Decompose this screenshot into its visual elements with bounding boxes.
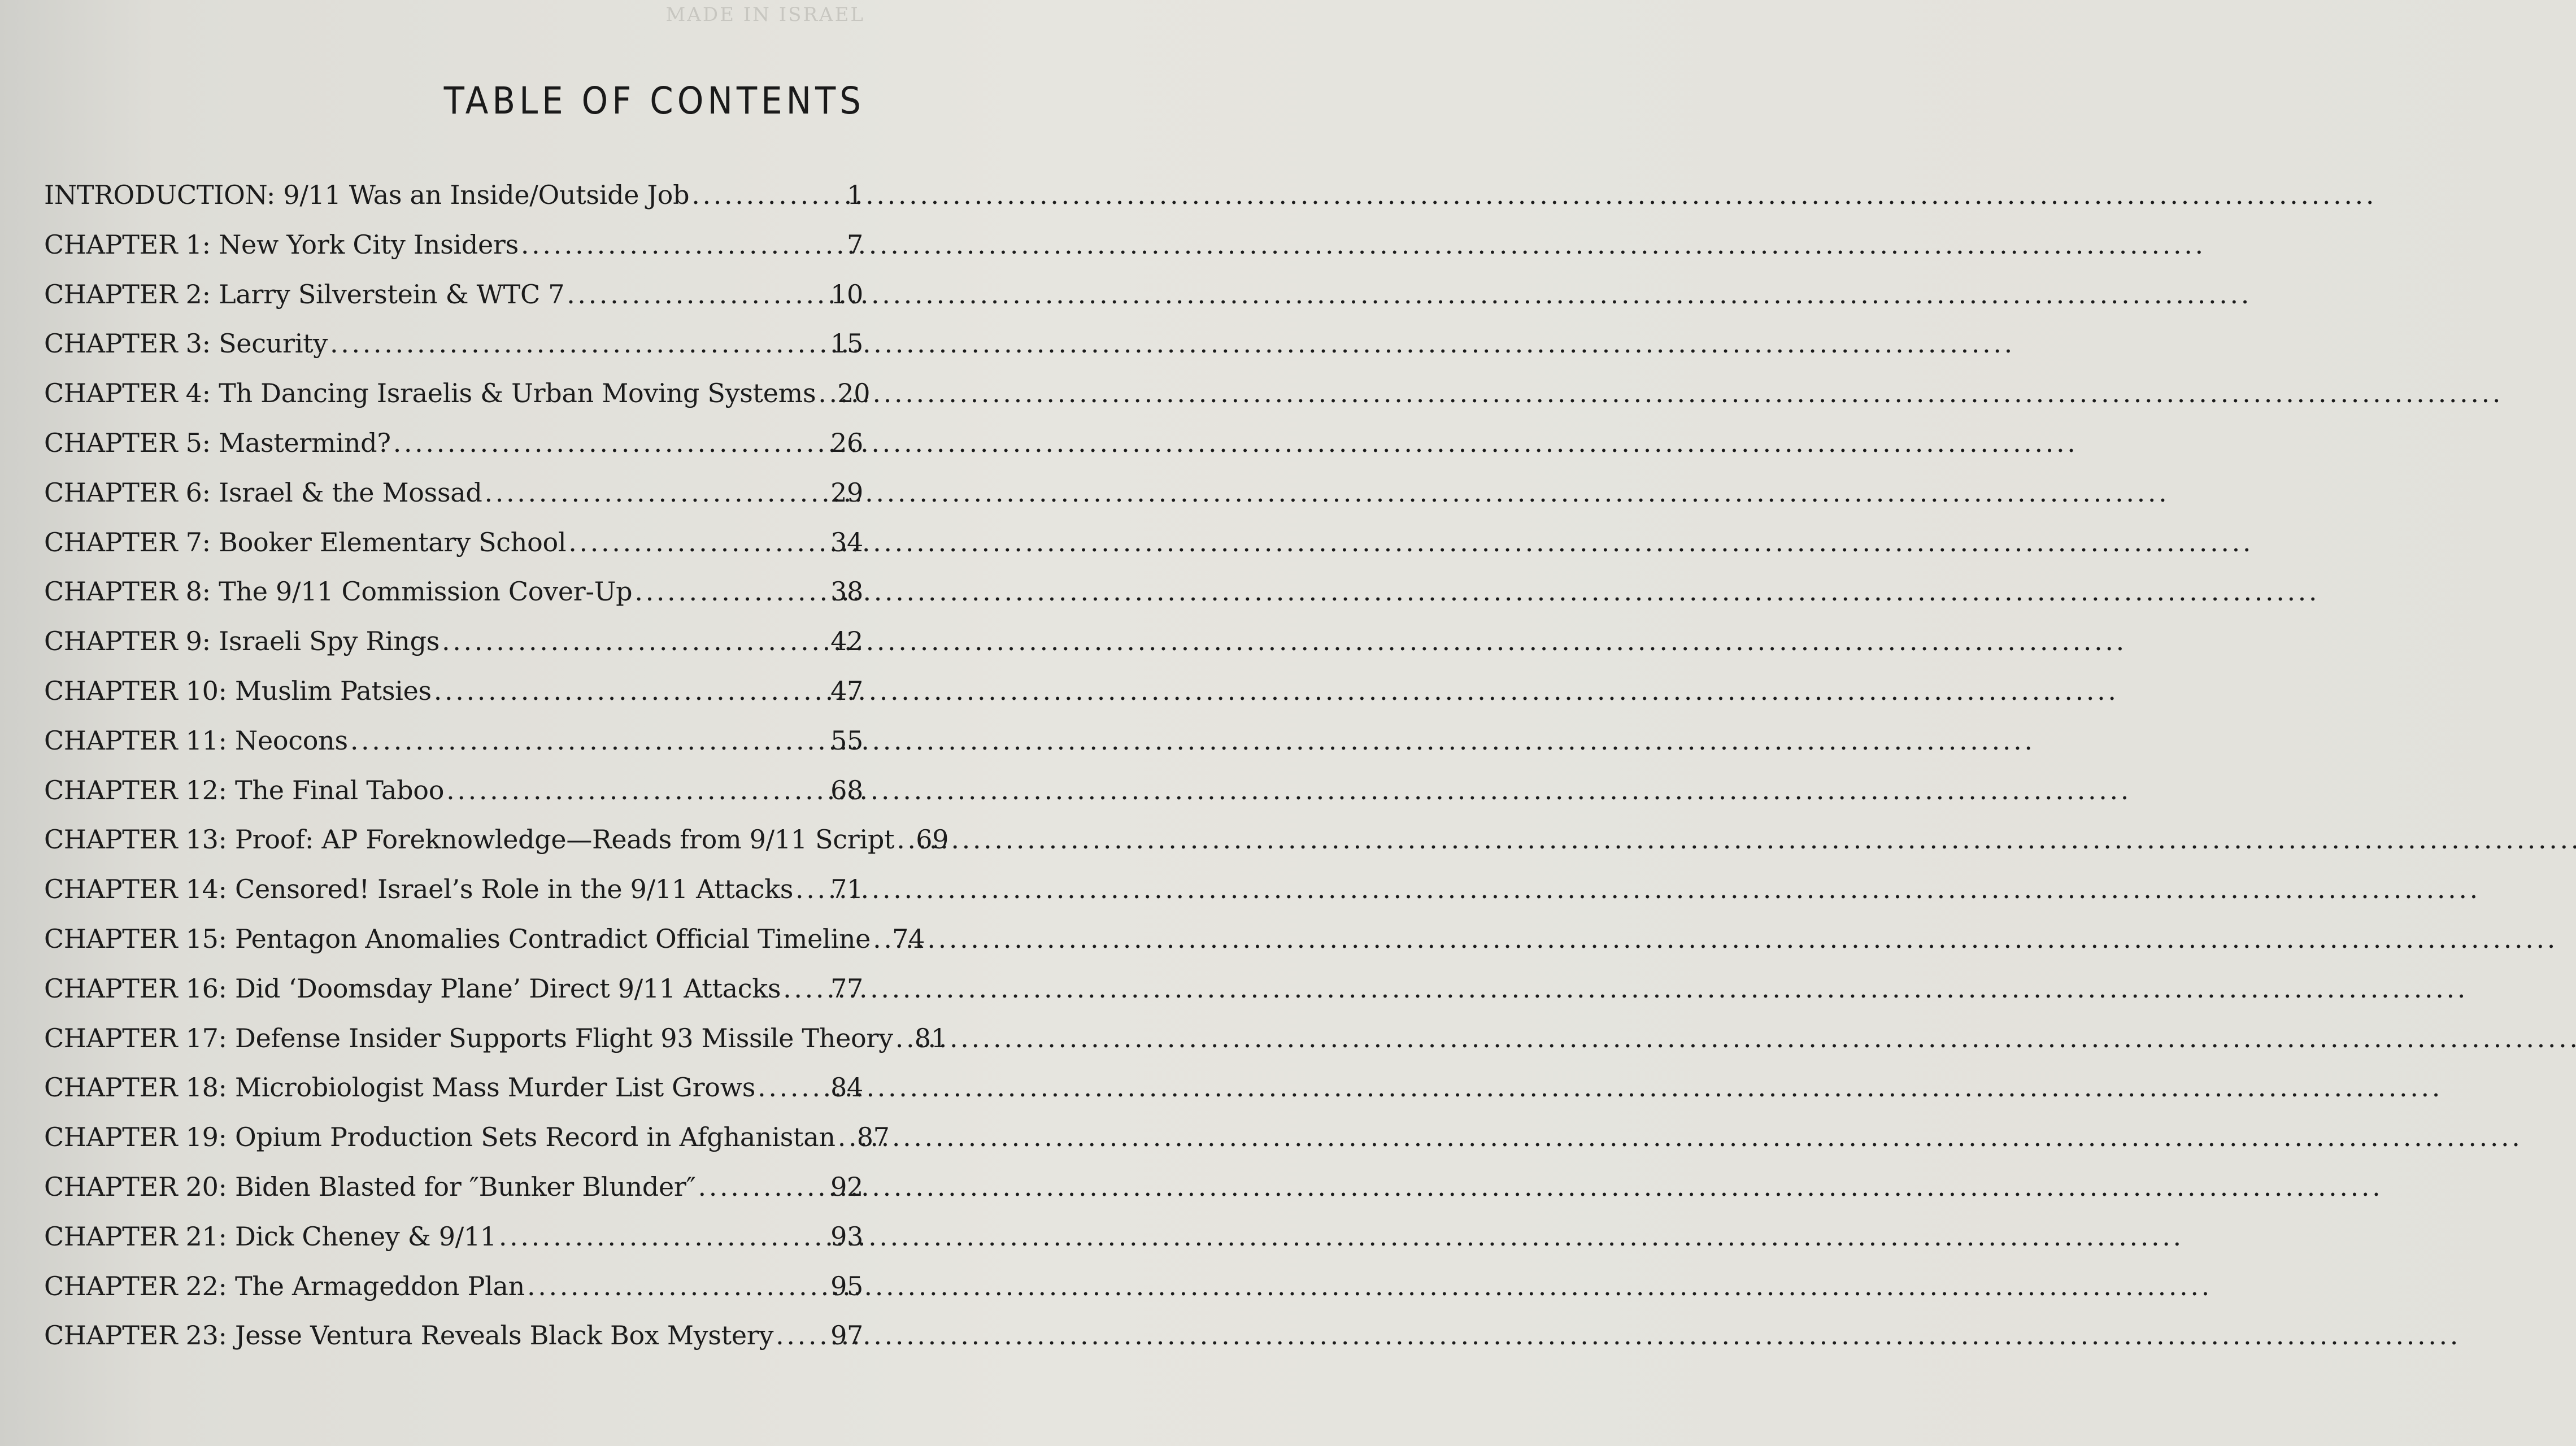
toc-entry-page: 95: [830, 1270, 863, 1301]
toc-entry[interactable]: [44, 1320, 863, 1370]
toc-entry-label: CHAPTER 2: Larry Silverstein & WTC 7: [44, 278, 565, 310]
toc-entry-label: CHAPTER 6: Israel & the Mossad: [44, 477, 482, 508]
toc-entry[interactable]: [44, 279, 863, 329]
toc-entry-label: CHAPTER 9: Israeli Spy Rings: [44, 626, 440, 657]
toc-entry-label: CHAPTER 17: Defense Insider Supports Flight 93 Missile Theory: [44, 1022, 893, 1053]
toc-entry[interactable]: [44, 180, 863, 229]
toc-entry-label: CHAPTER 22: The Armageddon Plan: [44, 1270, 525, 1301]
toc-entry-label: CHAPTER 5: Mastermind?: [44, 427, 391, 458]
dot-leader: [446, 775, 828, 805]
toc-entry[interactable]: [44, 824, 949, 874]
toc-entry[interactable]: [44, 477, 863, 527]
toc-entry[interactable]: [44, 576, 863, 626]
toc-entry-page: 68: [830, 774, 863, 805]
toc-entry-label: CHAPTER 16: Did ‘Doomsday Plane’ Direct 9/11 Attacks: [44, 973, 781, 1004]
toc-entry-page: 69: [916, 824, 949, 855]
toc-entry-page: 97: [830, 1320, 863, 1351]
dot-leader: [527, 1271, 828, 1301]
toc-entry-label: CHAPTER 12: The Final Taboo: [44, 774, 445, 805]
toc-entry-page: 87: [856, 1122, 890, 1153]
toc-entry-label: CHAPTER 4: Th Dancing Israelis & Urban Moving Systems: [44, 378, 816, 409]
dot-leader: [634, 576, 828, 607]
toc-entry-page: 84: [830, 1072, 863, 1103]
toc-entry[interactable]: [44, 1022, 947, 1073]
toc-entry[interactable]: [44, 973, 863, 1023]
dot-leader: [698, 1171, 829, 1202]
toc-entry-page: 42: [830, 626, 863, 657]
toc-entry[interactable]: [44, 1221, 863, 1271]
dot-leader: [895, 1023, 912, 1053]
toc-entry[interactable]: [44, 1171, 863, 1221]
toc-entry-label: CHAPTER 20: Biden Blasted for ″Bunker Blunder″: [44, 1171, 696, 1202]
dot-leader: [434, 676, 828, 706]
dot-leader: [568, 527, 828, 558]
toc-entry-page: 29: [830, 477, 863, 508]
dot-leader: [783, 973, 828, 1004]
dot-leader: [758, 1072, 828, 1103]
dot-leader: [567, 279, 828, 310]
toc-entry[interactable]: [44, 775, 863, 825]
toc-list: [44, 180, 949, 1370]
toc-entry[interactable]: [44, 229, 863, 279]
toc-entry[interactable]: [44, 1271, 863, 1321]
page-title: TABLE OF CONTENTS: [443, 79, 865, 123]
toc-entry-page: 92: [830, 1171, 863, 1202]
toc-entry[interactable]: [44, 676, 863, 725]
toc-entry-page: 71: [830, 874, 863, 905]
toc-entry-label: CHAPTER 23: Jesse Ventura Reveals Black Box Mystery: [44, 1320, 774, 1351]
toc-entry[interactable]: [44, 428, 863, 477]
toc-entry-page: 15: [830, 328, 863, 359]
dot-leader: [485, 477, 829, 508]
toc-entry-label: CHAPTER 10: Muslim Patsies: [44, 675, 432, 706]
toc-entry-page: 20: [837, 378, 871, 409]
toc-entry-page: 93: [830, 1221, 863, 1252]
toc-entry-label: CHAPTER 8: The 9/11 Commission Cover-Up: [44, 576, 633, 607]
dot-leader: [691, 180, 845, 210]
toc-entry-label: INTRODUCTION: 9/11 Was an Inside/Outside Job: [44, 180, 690, 210]
toc-entry-page: 38: [830, 576, 863, 607]
toc-entry[interactable]: [44, 923, 925, 973]
toc-entry[interactable]: [44, 527, 863, 577]
toc-entry[interactable]: [44, 626, 863, 676]
toc-entry-label: CHAPTER 15: Pentagon Anomalies Contradict Official Timeline: [44, 923, 871, 954]
toc-entry-label: CHAPTER 1: New York City Insiders: [44, 229, 519, 260]
toc-entry-label: CHAPTER 3: Security: [44, 328, 328, 359]
toc-entry[interactable]: [44, 725, 863, 775]
toc-entry[interactable]: [44, 328, 863, 378]
toc-entry-page: 10: [830, 278, 863, 310]
dot-leader: [442, 626, 828, 656]
toc-entry-label: CHAPTER 21: Dick Cheney & 9/11: [44, 1221, 497, 1252]
toc-entry[interactable]: [44, 1072, 863, 1122]
dot-leader: [330, 328, 828, 359]
dot-leader: [795, 874, 828, 904]
toc-entry-page: 34: [830, 526, 863, 558]
toc-entry-label: CHAPTER 11: Neocons: [44, 725, 348, 756]
toc-entry-label: CHAPTER 14: Censored! Israel’s Role in the 9/11 Attacks: [44, 874, 794, 905]
toc-entry-label: CHAPTER 13: Proof: AP Foreknowledge—Reads from 9/11 Script: [44, 824, 895, 855]
toc-entry-page: 1: [847, 180, 863, 210]
toc-entry[interactable]: [44, 1122, 890, 1171]
dot-leader: [499, 1221, 828, 1252]
toc-entry-page: 77: [830, 973, 863, 1004]
dot-leader: [838, 1122, 855, 1152]
toc-entry-page: 74: [892, 923, 925, 954]
dot-leader: [521, 229, 845, 260]
dot-leader: [393, 428, 828, 458]
toc-entry-page: 55: [830, 725, 863, 756]
toc-entry[interactable]: [44, 874, 863, 924]
toc-entry-page: 47: [830, 675, 863, 706]
dot-leader: [818, 378, 835, 408]
toc-entry-label: CHAPTER 18: Microbiologist Mass Murder List Grows: [44, 1072, 756, 1103]
dot-leader: [897, 824, 913, 855]
dot-leader: [873, 924, 890, 954]
toc-entry-label: CHAPTER 19: Opium Production Sets Record in Afghanistan: [44, 1122, 836, 1153]
dot-leader: [350, 725, 828, 756]
toc-entry-page: 81: [914, 1022, 947, 1053]
toc-entry[interactable]: [44, 378, 871, 428]
toc-entry-label: CHAPTER 7: Booker Elementary School: [44, 526, 567, 558]
running-head: MADE IN ISRAEL: [665, 3, 865, 26]
dot-leader: [776, 1320, 828, 1351]
toc-entry-page: 7: [847, 229, 863, 260]
toc-entry-page: 26: [830, 427, 863, 458]
